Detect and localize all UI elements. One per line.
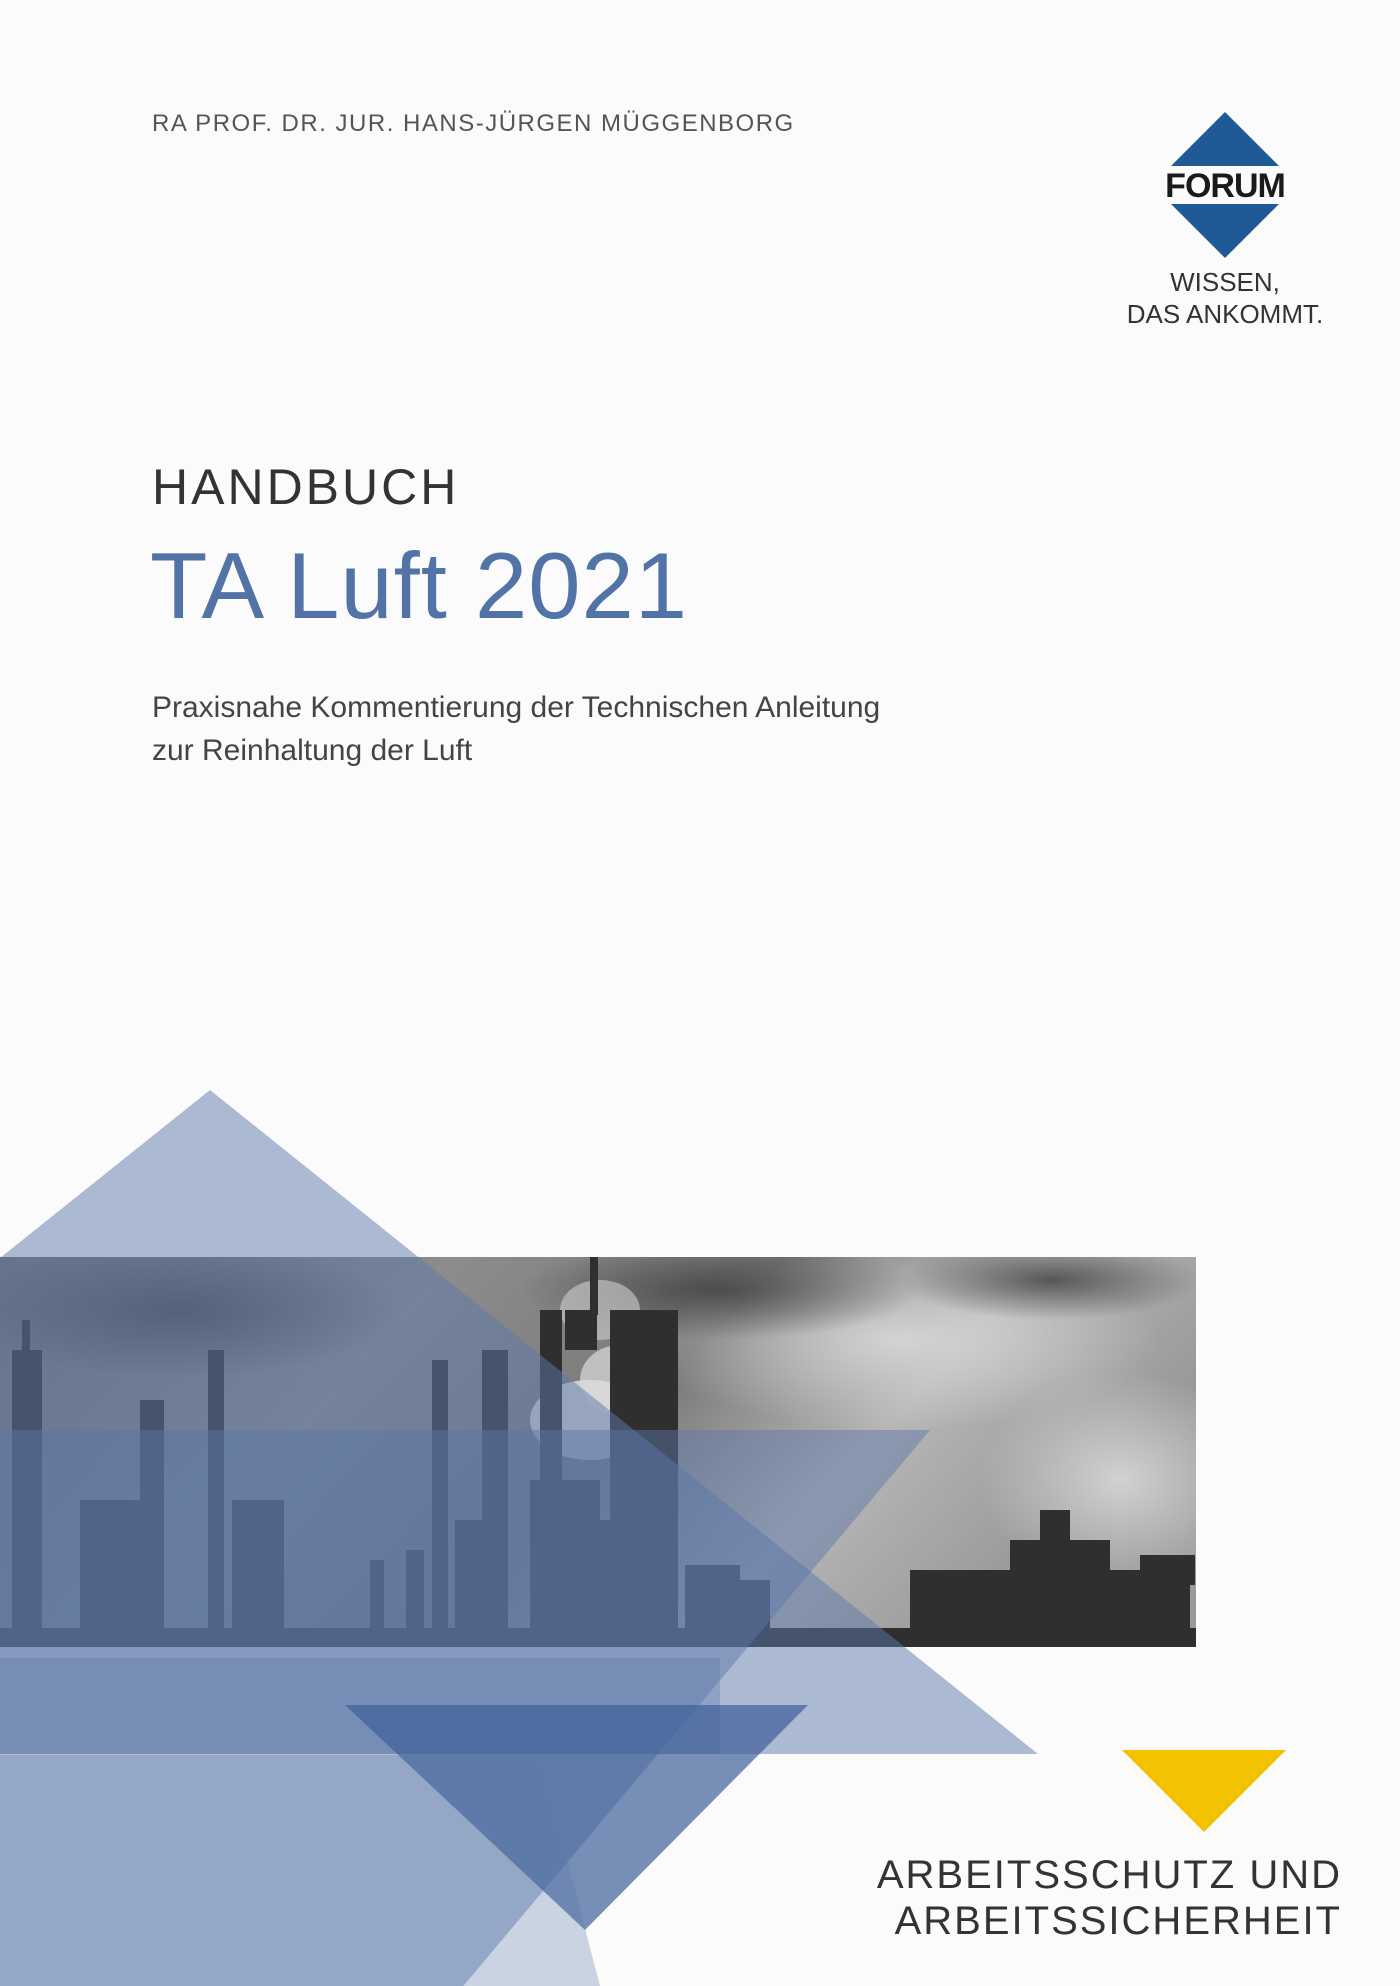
- slogan-line-1: WISSEN,: [1170, 267, 1280, 297]
- subtitle-line-1: Praxisnahe Kommentierung der Technischen Anleitung: [152, 691, 881, 724]
- logo-slogan: [1100, 266, 1350, 330]
- series-line-1: ARBEITSSCHUTZ UND: [876, 1853, 1342, 1897]
- book-subtitle: [152, 686, 880, 772]
- book-kicker: HANDBUCH: [152, 459, 460, 515]
- author-name: RA PROF. DR. JUR. HANS-JÜRGEN MÜGGENBORG: [152, 110, 795, 137]
- yellow-triangle-icon: [1122, 1750, 1286, 1832]
- series-line-2: ARBEITSSICHERHEIT: [894, 1899, 1342, 1943]
- logo-wordmark: FORUM: [1165, 167, 1285, 205]
- subtitle-line-2: zur Reinhaltung der Luft: [152, 734, 473, 767]
- cover-artwork: [0, 1080, 1400, 1986]
- forum-logo: [1150, 110, 1300, 260]
- series-name: [877, 1852, 1342, 1944]
- slogan-line-2: DAS ANKOMMT.: [1126, 299, 1324, 329]
- book-title: TA Luft 2021: [150, 533, 689, 638]
